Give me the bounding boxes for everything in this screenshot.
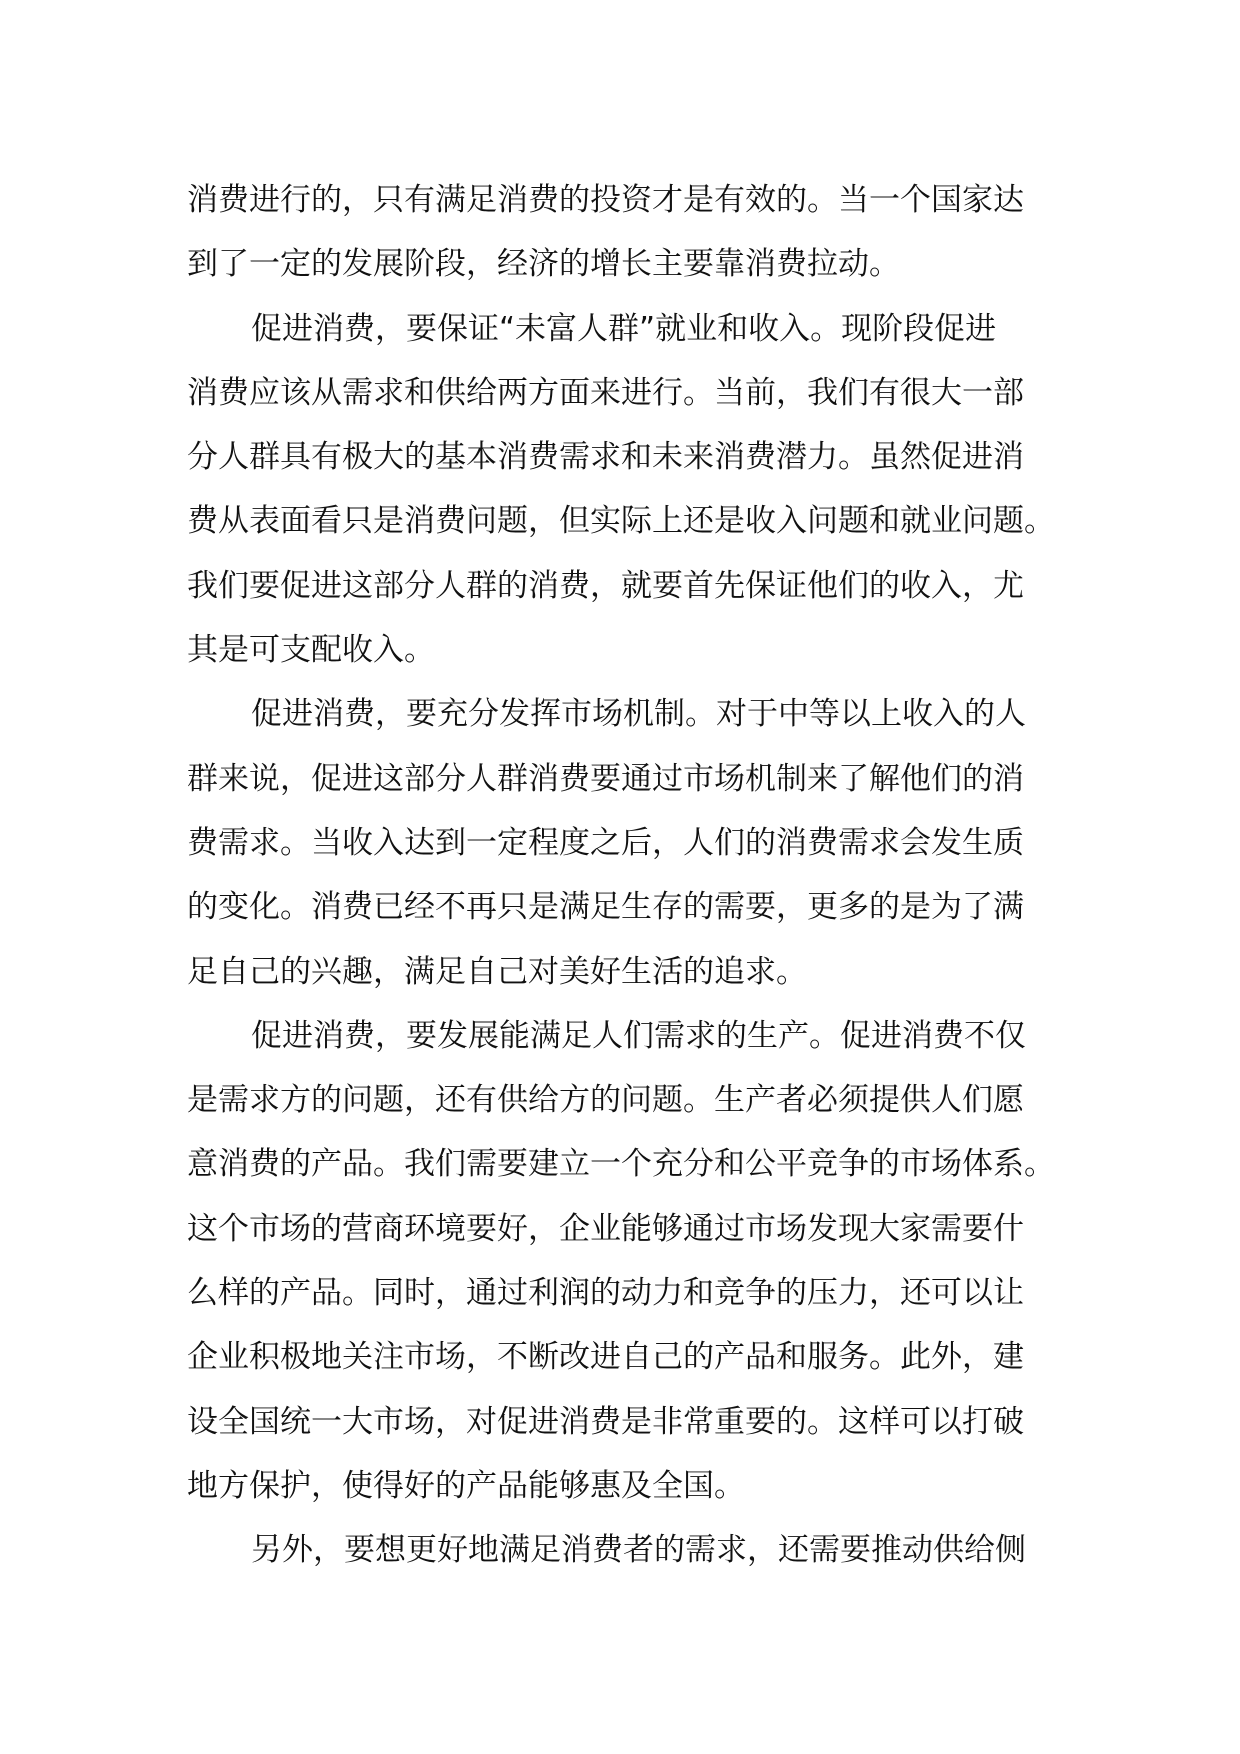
text-line: 这个市场的营商环境要好，企业能够通过市场发现大家需要什 bbox=[187, 1210, 1024, 1247]
body-text bbox=[187, 168, 1067, 1583]
text-line: 是需求方的问题，还有供给方的问题。生产者必须提供人们愿 bbox=[187, 1082, 1024, 1119]
text-line: 设全国统一大市场，对促进消费是非常重要的。这样可以打破 bbox=[187, 1403, 1024, 1440]
text-line: 么样的产品。同时，通过利润的动力和竞争的压力，还可以让 bbox=[187, 1275, 1024, 1312]
text-line: 分人群具有极大的基本消费需求和未来消费潜力。虽然促进消 bbox=[187, 439, 1024, 476]
text-line: 企业积极地关注市场，不断改进自己的产品和服务。此外，建 bbox=[187, 1339, 1024, 1376]
text-line: 消费应该从需求和供给两方面来进行。当前，我们有很大一部 bbox=[187, 374, 1024, 411]
text-line: 群来说，促进这部分人群消费要通过市场机制来了解他们的消 bbox=[187, 760, 1024, 797]
text-line: 费从表面看只是消费问题，但实际上还是收入问题和就业问题。 bbox=[187, 503, 1055, 540]
paragraph-start-line: 另外，要想更好地满足消费者的需求，还需要推动供给侧 bbox=[251, 1532, 1026, 1569]
text-line: 费需求。当收入达到一定程度之后，人们的消费需求会发生质 bbox=[187, 824, 1024, 861]
text-line: 的变化。消费已经不再只是满足生存的需要，更多的是为了满 bbox=[187, 889, 1024, 926]
text-line: 我们要促进这部分人群的消费，就要首先保证他们的收入，尤 bbox=[187, 567, 1024, 604]
text-line: 地方保护，使得好的产品能够惠及全国。 bbox=[187, 1467, 745, 1504]
paragraph-start-line: 促进消费，要保证“未富人群”就业和收入。现阶段促进 bbox=[251, 310, 997, 347]
text-line: 其是可支配收入。 bbox=[187, 632, 435, 669]
text-line: 消费进行的，只有满足消费的投资才是有效的。当一个国家达 bbox=[187, 182, 1024, 218]
text-line: 意消费的产品。我们需要建立一个充分和公平竞争的市场体系。 bbox=[187, 1146, 1055, 1183]
paragraph-start-line: 促进消费，要充分发挥市场机制。对于中等以上收入的人 bbox=[251, 696, 1026, 733]
paragraph-start-line: 促进消费，要发展能满足人们需求的生产。促进消费不仅 bbox=[251, 1017, 1026, 1054]
text-line: 足自己的兴趣，满足自己对美好生活的追求。 bbox=[187, 953, 807, 990]
text-line: 到了一定的发展阶段，经济的增长主要靠消费拉动。 bbox=[187, 246, 900, 283]
